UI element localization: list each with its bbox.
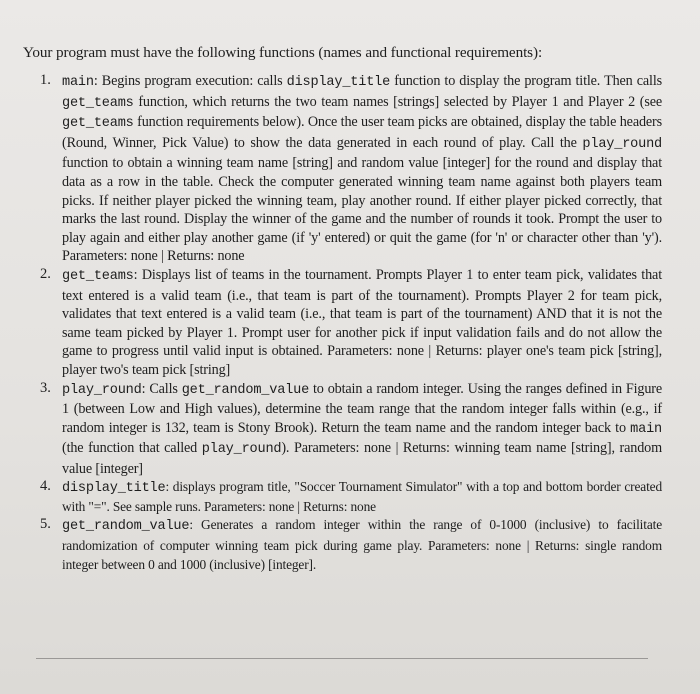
item-text: : Begins program execution: calls [93,73,287,89]
inline-code: play_round [201,442,282,458]
item-number: 2. [40,265,51,282]
list-item-display-title [40,478,662,516]
item-text: : Generates a random integer within the range of 0-1000 (inclusive) to facilitate randomization of computer winning team pick during game play. Parameters: none | Returns: single random integer between 0 and 1000 (inclusive) [integer]. [62,517,662,572]
item-body [62,72,662,266]
inline-code: get_teams [62,95,134,111]
item-body [62,266,662,380]
inline-code: get_teams [62,116,134,132]
item-text: ). Parameters: none | Returns: winning team name [string], random value [integer] [62,440,662,477]
bottom-rule [36,658,648,659]
item-body [62,478,662,516]
list-item-get-teams [40,266,662,380]
function-name: get_teams [62,268,134,284]
item-text: function to obtain a winning team name [string] and random value [integer] for the round and display that data as a row in the table. Check the computer generated winning team name against both players team picks. If neither player picked the winning team, play another round. If either player picked correctly, that marks the last round. Display the winner of the game and the number of rounds it took. Prompt the user to play again and either play another game (if 'y' entered) or quit the game (for 'n' or character other than 'y'). Parameters: none | Returns: none [62,155,662,265]
function-name: play_round [62,382,142,398]
item-body [62,516,662,574]
item-text: : Calls [141,380,182,397]
item-text: function, which returns the two team names [strings] selected by Player 1 and Player 2 (see [133,93,662,110]
item-text: to obtain a random integer. Using the ranges defined in Figure 1 (between Low and High values), determine the team range that the random integer falls within (e.g., if random integer is 132, team is Stony Brook). Return the team name and the random integer back to [62,380,662,436]
list-item-get-random-value [40,516,662,574]
function-name: display_title [62,481,166,497]
inline-code: get_random_value [181,382,310,398]
item-text: function requirements below). Once the user team picks are obtained, display the table headers (Round, Winner, Pick Value) to show the data generated in each round of play. Call the [62,114,662,151]
inline-code: play_round [582,136,662,152]
item-text: (the function that called [62,440,202,457]
list-item-main [40,72,662,266]
function-name: get_random_value [62,519,190,535]
item-number: 4. [40,478,51,495]
item-body [62,380,662,479]
item-number: 5. [40,516,51,533]
item-text: function to display the program title. Then calls [390,73,663,89]
item-number: 3. [40,379,51,396]
item-text: : Displays list of teams in the tournament. Prompts Player 1 to enter team pick, validates that text entered is a valid team (i.e., that team is part of the tournament). Prompts Player 2 for team pick, validates that text entered is a valid team (i.e., that team is part of the tournament) AND that it is not the same team picked by Player 1. Prompt user for another pick if input validation fails and do not allow the game to progress until valid input is obtained. Parameters: none | Returns: player one's team pick [string], player two's team pick [string] [62,266,662,378]
intro-text: Your program must have the following functions (names and functional requirements): [23,44,543,61]
function-name: main [62,75,94,90]
inline-code: display_title [286,75,391,90]
list-item-play-round [40,380,662,479]
item-text: : displays program title, "Soccer Tournament Simulator" with a top and bottom border created with "=". See sample runs. Parameters: none | Returns: none [62,479,662,515]
function-list [40,72,662,574]
inline-code: main [630,421,662,437]
item-number: 1. [40,72,51,88]
